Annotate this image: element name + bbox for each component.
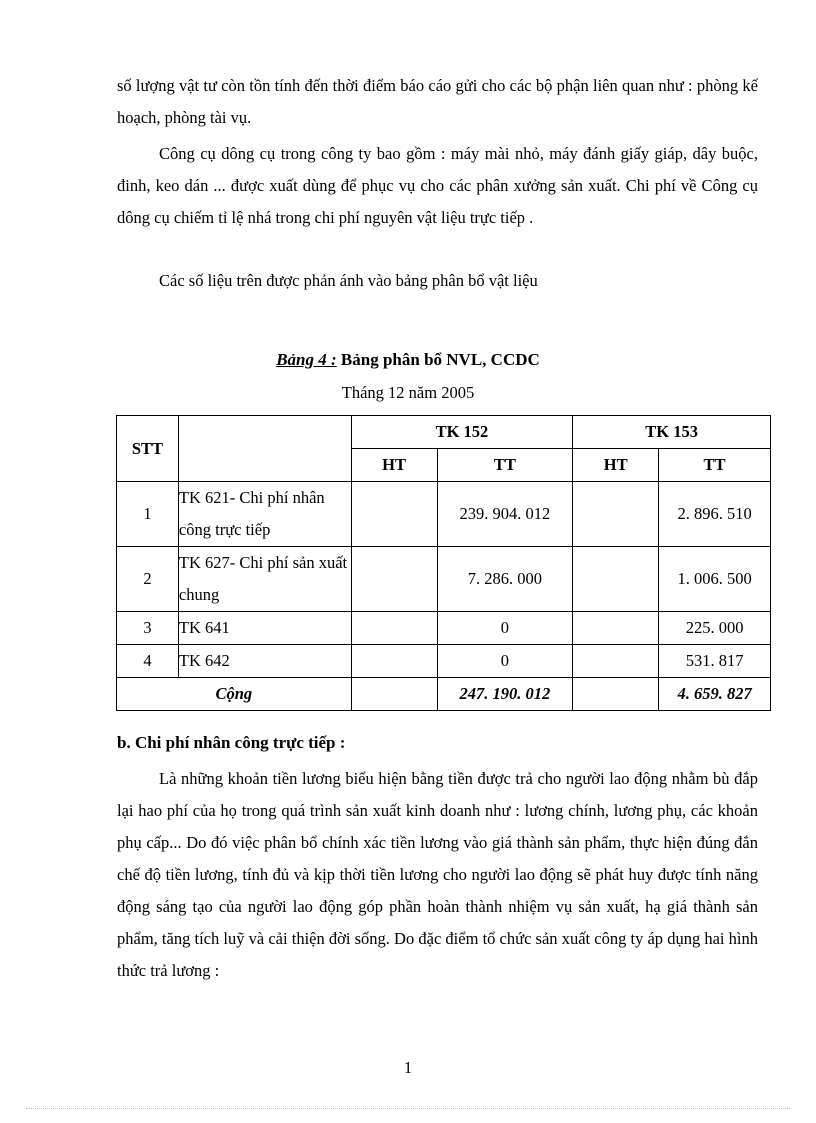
header-stt: STT [117, 416, 179, 482]
row-tk153-ht [573, 612, 659, 645]
table-row [117, 547, 771, 612]
row-account: TK 627- Chi phí sản xuất chung [178, 547, 351, 612]
paragraph-tools: Công cụ dông cụ trong công ty bao gồm : máy mài nhỏ, máy đánh giấy giáp, dây buộc, đinh, keo dán ... được xuất dùng để phục vụ cho các phân xưởng sản xuất. Chi phí về Công cụ dông cụ chiếm tỉ lệ nhá trong chi phí nguyên vật liệu trực tiếp . [117, 144, 758, 227]
total-tk153-tt: 4. 659. 827 [659, 678, 771, 711]
row-tk152-tt: 0 [437, 612, 573, 645]
table-total-row [117, 678, 771, 711]
row-tk152-ht [351, 547, 437, 612]
row-tk152-tt: 239. 904. 012 [437, 482, 573, 547]
row-stt: 2 [117, 547, 179, 612]
row-account: TK 621- Chi phí nhân công trực tiếp [178, 482, 351, 547]
row-stt: 3 [117, 612, 179, 645]
row-tk153-tt: 531. 817 [659, 645, 771, 678]
section-b-body: Là những khoản tiền lương biểu hiện bằng tiền được trả cho người lao động nhằm bù đắp lại hao phí của họ trong quá trình sản xuất kinh doanh như : lương chính, lương phụ, các khoản phụ cấp... Do đó việc phân bổ chính xác tiền lương vào giá thành sản phẩm, thực hiện đúng đắn chế độ tiền lương, tính đủ và kịp thời tiền lương cho người lao động sẽ phát huy được tính năng động sáng tạo của người lao động góp phần hoàn thành nhiệm vụ sản xuất, hạ giá thành sản phẩm, tăng tích luỹ và cải thiện đời sống. Do đặc điểm tổ chức sản xuất công ty áp dụng hai hình thức trả lương : [117, 769, 758, 980]
row-stt: 4 [117, 645, 179, 678]
header-tk153-tt: TT [659, 449, 771, 482]
header-tk153: TK 153 [573, 416, 771, 449]
total-tk153-ht [573, 678, 659, 711]
table-header-row [117, 416, 771, 449]
table-title [0, 350, 816, 370]
row-tk152-tt: 0 [437, 645, 573, 678]
header-tk152-ht: HT [351, 449, 437, 482]
row-tk152-ht [351, 612, 437, 645]
row-tk152-ht [351, 482, 437, 547]
total-tk152-tt: 247. 190. 012 [437, 678, 573, 711]
row-stt: 1 [117, 482, 179, 547]
total-label: Cộng [117, 678, 352, 711]
table-subtitle: Tháng 12 năm 2005 [341, 383, 475, 402]
row-tk153-ht [573, 645, 659, 678]
table-row [117, 482, 771, 547]
paragraph-table-intro: Các số liệu trên được phản ánh vào bảng phân bổ vật liệu [159, 271, 538, 290]
row-account: TK 642 [178, 645, 351, 678]
table-label: Bảng 4 : [276, 350, 337, 369]
row-tk153-ht [573, 482, 659, 547]
total-tk152-ht [351, 678, 437, 711]
header-blank [178, 416, 351, 482]
section-b-heading: b. Chi phí nhân công trực tiếp : [117, 733, 346, 752]
row-tk153-ht [573, 547, 659, 612]
row-tk153-tt: 225. 000 [659, 612, 771, 645]
paragraph-continuation: số lượng vật tư còn tồn tính đến thời điểm báo cáo gửi cho các bộ phận liên quan như : phòng kế hoạch, phòng tài vụ. [117, 76, 758, 127]
row-tk153-tt: 2. 896. 510 [659, 482, 771, 547]
table-row [117, 612, 771, 645]
header-tk153-ht: HT [573, 449, 659, 482]
row-account: TK 641 [178, 612, 351, 645]
footer-divider [26, 1108, 790, 1109]
header-tk152: TK 152 [351, 416, 573, 449]
page-number: 1 [403, 1058, 413, 1077]
header-tk152-tt: TT [437, 449, 573, 482]
table-title-text: Bảng phân bổ NVL, CCDC [336, 350, 540, 369]
table-row [117, 645, 771, 678]
row-tk152-ht [351, 645, 437, 678]
row-tk152-tt: 7. 286. 000 [437, 547, 573, 612]
allocation-table [116, 415, 771, 711]
row-tk153-tt: 1. 006. 500 [659, 547, 771, 612]
